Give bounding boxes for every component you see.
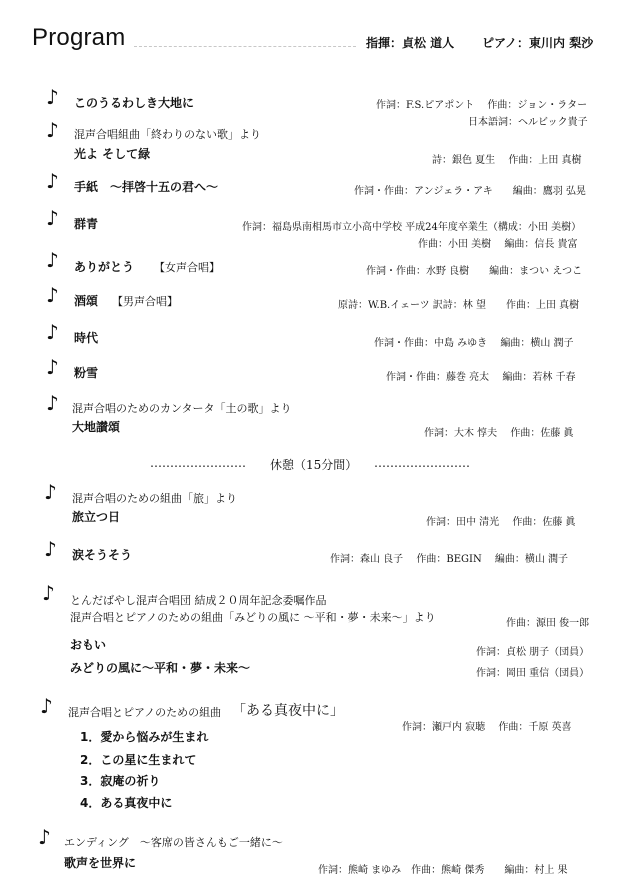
music-note-icon: ♪: [46, 320, 59, 344]
intermission-label: 休憩（15分間）: [270, 458, 358, 472]
song-credit: 作曲：源田 俊一郎: [506, 618, 590, 629]
music-note-icon: ♪: [38, 825, 51, 849]
song-credit: 作詞・作曲：中島 みゆき 編曲：横山 潤子: [374, 338, 574, 349]
movement-title: 2．この星に生まれて: [80, 753, 197, 767]
song-credit: 作詞：熊崎 まゆみ 作曲：熊崎 傑秀 編曲：村上 果: [318, 865, 568, 876]
song-tag: 【男声合唱】: [112, 295, 178, 308]
song-title: 粉雪: [74, 366, 99, 380]
program-title: Program: [32, 24, 126, 51]
music-note-icon: ♪: [46, 355, 59, 379]
header-dashed-line: [134, 46, 356, 47]
song-title: 時代: [74, 331, 99, 345]
song-credit: 原詩：W.B.イェーツ 訳詩：林 望 作曲：上田 真樹: [338, 300, 580, 311]
movement-title: 4．ある真夜中に: [80, 796, 173, 810]
song-title: 大地讃頌: [72, 420, 121, 434]
song-subtitle: 混声合唱とピアノのための組曲「みどりの風に ～平和・夢・未来～」より: [70, 611, 436, 624]
song-credit: 作詞・作曲：藤巻 亮太 編曲：若林 千春: [386, 372, 576, 383]
music-note-icon: ♪: [46, 85, 59, 109]
song-title: みどりの風に～平和・夢・未来～: [70, 661, 251, 675]
song-title: 涙そうそう: [72, 548, 133, 562]
intermission-dots-left: ……………………: [150, 456, 246, 470]
song-title: 光よ そして緑: [74, 147, 151, 161]
song-title: 歌声を世界に: [64, 856, 137, 870]
intermission-dots-right: ……………………: [374, 456, 470, 470]
movement-title: 3．寂庵の祈り: [80, 774, 161, 788]
song-subtitle: 混声合唱組曲「終わりのない歌」より: [74, 128, 261, 141]
song-credit: 作詞：大木 惇夫 作曲：佐藤 眞: [424, 428, 574, 439]
song-credit: 作詞：貞松 朋子（団員）: [476, 647, 590, 658]
music-note-icon: ♪: [44, 480, 57, 504]
song-credit: 作詞・作曲：水野 良樹 編曲：まつい えつこ: [366, 266, 583, 277]
song-credit: 作詞：岡田 重信（団員）: [476, 668, 590, 679]
music-note-icon: ♪: [46, 248, 59, 272]
song-subtitle: 混声合唱のためのカンタータ「土の歌」より: [72, 402, 292, 415]
song-title: 手紙 ～拝啓十五の君へ～: [74, 180, 219, 194]
song-credit: 作詞：田中 清光 作曲：佐藤 眞: [426, 517, 576, 528]
song-title: 群青: [74, 217, 99, 231]
song-credit: 作詞・作曲：アンジェラ・アキ 編曲：鷹羽 弘晃: [354, 186, 586, 197]
song-subtitle: エンディング ～客席の皆さんもご一緒に～: [64, 836, 283, 849]
song-credit: 作詞：森山 良子 作曲：BEGIN 編曲：横山 潤子: [330, 554, 569, 565]
music-note-icon: ♪: [46, 391, 59, 415]
song-title: 酒頌: [74, 294, 99, 308]
music-note-icon: ♪: [42, 581, 55, 605]
song-subtitle: 混声合唱のための組曲「旅」より: [72, 492, 237, 505]
music-note-icon: ♪: [46, 283, 59, 307]
music-note-icon: ♪: [46, 169, 59, 193]
pianist-credit: ピアノ：東川内 梨沙: [482, 36, 594, 50]
movement-title: 1．愛から悩みが生まれ: [80, 730, 209, 744]
suite-title: 「ある真夜中に」: [232, 703, 344, 719]
conductor-credit: 指揮：貞松 道人: [366, 36, 455, 50]
song-subtitle: 混声合唱とピアノのための組曲: [68, 706, 222, 719]
song-credit: 作曲：小田 美樹 編曲：信長 貴富: [418, 239, 578, 250]
song-credit: 作詞：福島県南相馬市立小高中学校 平成24年度卒業生（構成：小田 美樹）: [242, 222, 582, 233]
song-credit: 詩：銀色 夏生 作曲：上田 真樹: [432, 155, 582, 166]
song-title: おもい: [70, 638, 107, 652]
song-credit: 作詞：F.S.ピアポント 作曲：ジョン・ラター: [376, 100, 588, 111]
music-note-icon: ♪: [46, 118, 59, 142]
music-note-icon: ♪: [44, 537, 57, 561]
song-credit: 日本語詞：ヘルビック貴子: [468, 117, 588, 128]
music-note-icon: ♪: [40, 694, 53, 718]
song-tag: 【女声合唱】: [154, 261, 220, 274]
music-note-icon: ♪: [46, 206, 59, 230]
song-credit: 作詞：瀬戸内 寂聴 作曲：千原 英喜: [402, 722, 572, 733]
song-subtitle: とんだばやし混声合唱団 結成２０周年記念委嘱作品: [70, 594, 327, 607]
song-title: ありがとう: [74, 260, 135, 274]
song-title: このうるわしき大地に: [74, 96, 195, 110]
song-title: 旅立つ日: [72, 510, 121, 524]
